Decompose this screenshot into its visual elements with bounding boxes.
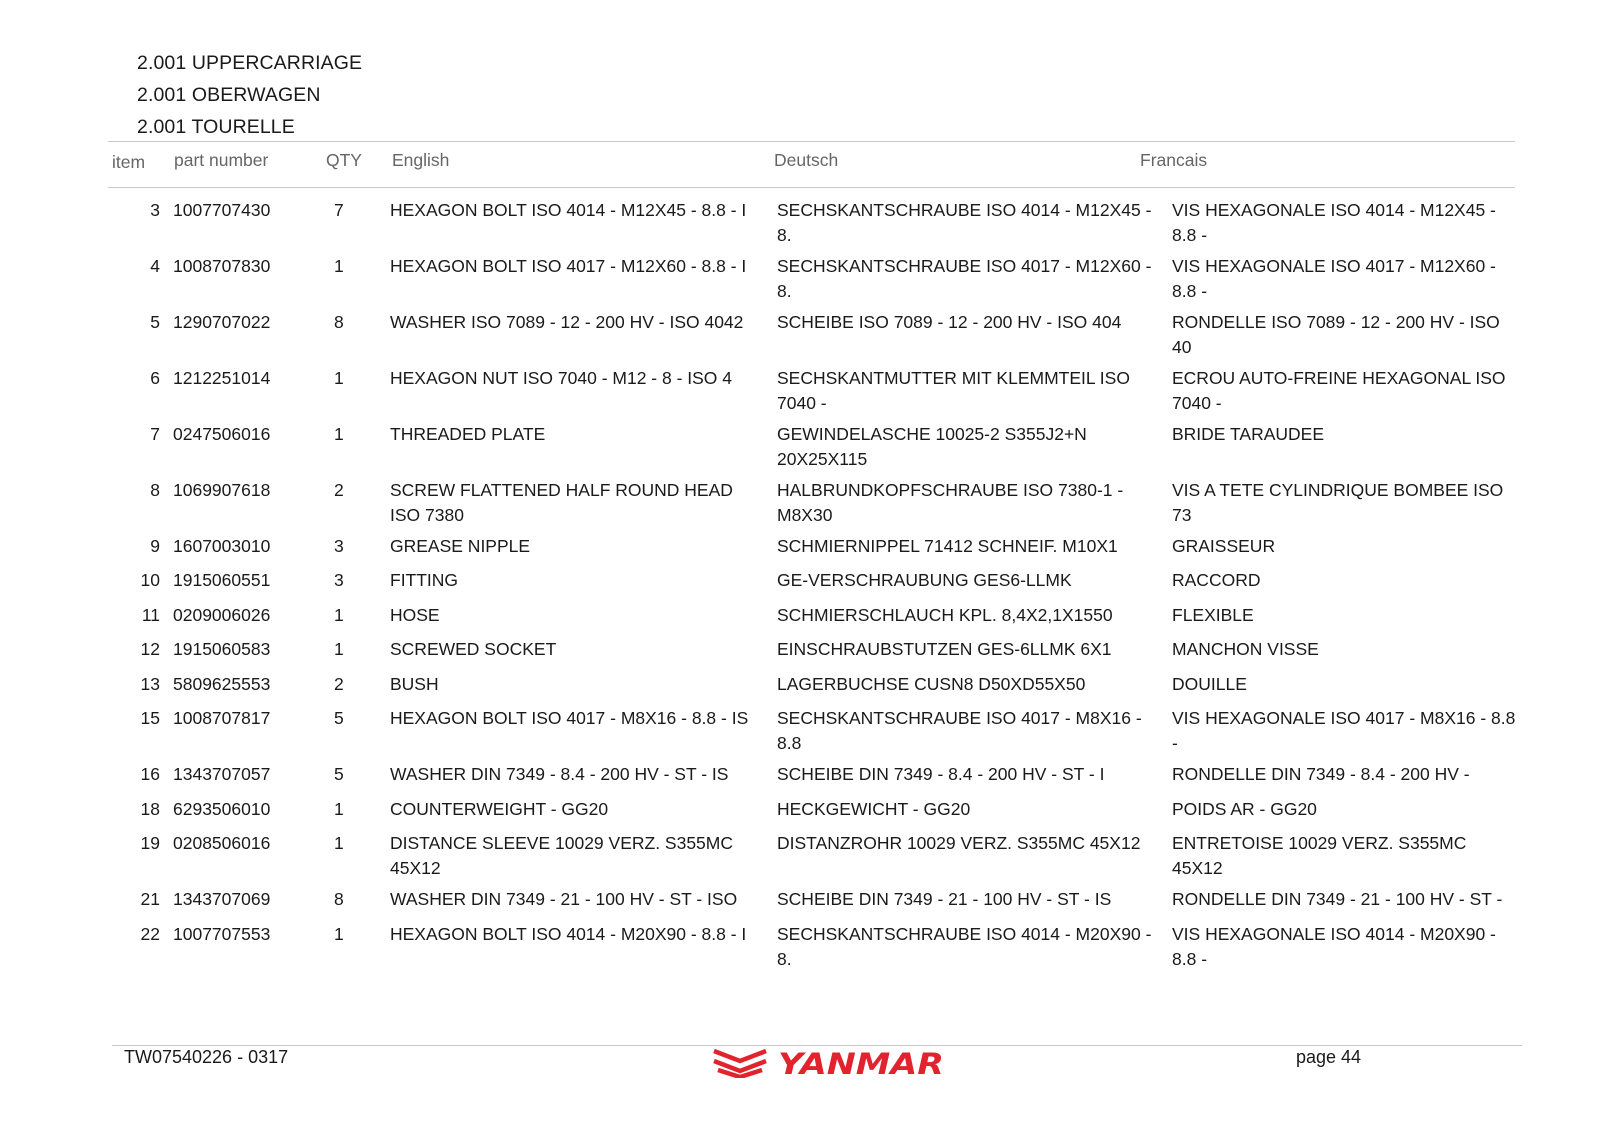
cell-francais: GRAISSEUR xyxy=(1172,536,1276,556)
cell-english: WASHER DIN 7349 - 8.4 - 200 HV - ST - IS xyxy=(390,764,729,784)
logo-chevron-icon xyxy=(714,1051,766,1077)
cell-part-number: 5809625553 xyxy=(173,674,271,694)
cell-qty: 1 xyxy=(334,424,344,444)
cell-qty: 1 xyxy=(334,924,344,944)
cell-deutsch: SECHSKANTSCHRAUBE ISO 4014 - M20X90 - 8. xyxy=(777,924,1152,969)
cell-francais: RONDELLE DIN 7349 - 21 - 100 HV - ST - xyxy=(1172,889,1503,909)
cell-item: 13 xyxy=(140,674,160,694)
cell-item: 9 xyxy=(150,536,160,556)
cell-francais: POIDS AR - GG20 xyxy=(1172,799,1317,819)
cell-english: COUNTERWEIGHT - GG20 xyxy=(390,799,609,819)
cell-deutsch: SCHMIERSCHLAUCH KPL. 8,4X2,1X1550 xyxy=(777,605,1113,625)
cell-part-number: 1212251014 xyxy=(173,368,271,388)
yanmar-logo xyxy=(712,1046,952,1078)
cell-deutsch: GEWINDELASCHE 10025-2 S355J2+N 20X25X115 xyxy=(777,424,1087,469)
cell-part-number: 1007707553 xyxy=(173,924,271,944)
table-row xyxy=(0,478,1601,534)
title-german: 2.001 OBERWAGEN xyxy=(137,84,321,106)
header-bottom-rule xyxy=(108,187,1515,188)
section-titles xyxy=(137,50,362,146)
cell-item: 18 xyxy=(140,799,160,819)
cell-item: 8 xyxy=(150,480,160,500)
cell-francais: FLEXIBLE xyxy=(1172,605,1254,625)
cell-qty: 1 xyxy=(334,799,344,819)
cell-item: 10 xyxy=(140,570,160,590)
cell-deutsch: HALBRUNDKOPFSCHRAUBE ISO 7380-1 - M8X30 xyxy=(777,480,1124,525)
cell-deutsch: SECHSKANTMUTTER MIT KLEMMTEIL ISO 7040 - xyxy=(777,368,1130,413)
header-item: item xyxy=(112,152,146,172)
cell-english: HEXAGON BOLT ISO 4017 - M8X16 - 8.8 - IS xyxy=(390,708,749,728)
cell-francais: VIS HEXAGONALE ISO 4014 - M12X45 - 8.8 - xyxy=(1172,200,1496,245)
table-row xyxy=(0,887,1601,922)
cell-qty: 3 xyxy=(334,536,344,556)
cell-qty: 1 xyxy=(334,833,344,853)
cell-item: 5 xyxy=(150,312,160,332)
cell-english: WASHER ISO 7089 - 12 - 200 HV - ISO 4042 xyxy=(390,312,744,332)
cell-item: 15 xyxy=(140,708,160,728)
header-top-rule xyxy=(108,141,1515,142)
cell-part-number: 1069907618 xyxy=(173,480,271,500)
table-row xyxy=(0,310,1601,366)
cell-english: THREADED PLATE xyxy=(390,424,546,444)
cell-deutsch: GE-VERSCHRAUBUNG GES6-LLMK xyxy=(777,570,1072,590)
cell-francais: VIS A TETE CYLINDRIQUE BOMBEE ISO 73 xyxy=(1172,480,1504,525)
cell-deutsch: SCHEIBE DIN 7349 - 21 - 100 HV - ST - IS xyxy=(777,889,1112,909)
table-row xyxy=(0,831,1601,887)
table-row xyxy=(0,637,1601,672)
cell-english: HEXAGON NUT ISO 7040 - M12 - 8 - ISO 4 xyxy=(390,368,733,388)
cell-qty: 8 xyxy=(334,312,344,332)
cell-francais: RACCORD xyxy=(1172,570,1261,590)
cell-deutsch: EINSCHRAUBSTUTZEN GES-6LLMK 6X1 xyxy=(777,639,1112,659)
table-row xyxy=(0,254,1601,310)
table-row xyxy=(0,422,1601,478)
cell-english: WASHER DIN 7349 - 21 - 100 HV - ST - ISO xyxy=(390,889,738,909)
cell-deutsch: SCHEIBE ISO 7089 - 12 - 200 HV - ISO 404 xyxy=(777,312,1122,332)
cell-part-number: 1915060551 xyxy=(173,570,271,590)
parts-table xyxy=(0,198,1601,978)
cell-part-number: 1343707069 xyxy=(173,889,271,909)
cell-item: 4 xyxy=(150,256,160,276)
cell-item: 3 xyxy=(150,200,160,220)
cell-francais: RONDELLE ISO 7089 - 12 - 200 HV - ISO 40 xyxy=(1172,312,1500,357)
table-row xyxy=(0,706,1601,762)
table-row xyxy=(0,797,1601,831)
cell-qty: 1 xyxy=(334,605,344,625)
cell-part-number: 6293506010 xyxy=(173,799,271,819)
cell-english: HEXAGON BOLT ISO 4014 - M12X45 - 8.8 - I xyxy=(390,200,747,220)
cell-deutsch: SCHEIBE DIN 7349 - 8.4 - 200 HV - ST - I xyxy=(777,764,1105,784)
title-english: 2.001 UPPERCARRIAGE xyxy=(137,52,363,74)
header-part-number: part number xyxy=(174,150,269,170)
cell-qty: 7 xyxy=(334,200,344,220)
table-row xyxy=(0,568,1601,603)
cell-qty: 8 xyxy=(334,889,344,909)
cell-english: SCREW FLATTENED HALF ROUND HEAD ISO 7380 xyxy=(390,480,733,525)
cell-qty: 1 xyxy=(334,256,344,276)
cell-qty: 1 xyxy=(334,368,344,388)
cell-francais: BRIDE TARAUDEE xyxy=(1172,424,1325,444)
cell-francais: VIS HEXAGONALE ISO 4017 - M12X60 - 8.8 - xyxy=(1172,256,1496,301)
cell-english: FITTING xyxy=(390,570,459,590)
table-row xyxy=(0,198,1601,254)
cell-deutsch: SECHSKANTSCHRAUBE ISO 4017 - M8X16 - 8.8 xyxy=(777,708,1142,753)
cell-part-number: 1290707022 xyxy=(173,312,271,332)
table-row xyxy=(0,603,1601,637)
cell-item: 6 xyxy=(150,368,160,388)
cell-francais: DOUILLE xyxy=(1172,674,1247,694)
cell-deutsch: DISTANZROHR 10029 VERZ. S355MC 45X12 xyxy=(777,833,1141,853)
cell-francais: VIS HEXAGONALE ISO 4017 - M8X16 - 8.8 - xyxy=(1172,708,1516,753)
cell-item: 16 xyxy=(140,764,160,784)
table-row xyxy=(0,762,1601,797)
cell-deutsch: SCHMIERNIPPEL 71412 SCHNEIF. M10X1 xyxy=(777,536,1118,556)
document-id: TW07540226 - 0317 xyxy=(124,1047,289,1067)
cell-deutsch: SECHSKANTSCHRAUBE ISO 4017 - M12X60 - 8. xyxy=(777,256,1152,301)
page-number: page 44 xyxy=(1296,1047,1362,1067)
cell-qty: 3 xyxy=(334,570,344,590)
cell-english: DISTANCE SLEEVE 10029 VERZ. S355MC 45X12 xyxy=(390,833,734,878)
cell-item: 19 xyxy=(140,833,160,853)
header-deutsch: Deutsch xyxy=(774,150,839,170)
cell-francais: VIS HEXAGONALE ISO 4014 - M20X90 - 8.8 - xyxy=(1172,924,1496,969)
cell-part-number: 1008707817 xyxy=(173,708,271,728)
header-qty: QTY xyxy=(326,150,362,170)
cell-qty: 5 xyxy=(334,708,344,728)
cell-francais: MANCHON VISSE xyxy=(1172,639,1319,659)
cell-deutsch: LAGERBUCHSE CUSN8 D50XD55X50 xyxy=(777,674,1086,694)
table-row xyxy=(0,672,1601,706)
cell-francais: RONDELLE DIN 7349 - 8.4 - 200 HV - xyxy=(1172,764,1470,784)
logo-wordmark: YANMAR xyxy=(778,1047,944,1078)
cell-francais: ECROU AUTO-FREINE HEXAGONAL ISO 7040 - xyxy=(1172,368,1506,413)
cell-item: 12 xyxy=(140,639,160,659)
cell-english: GREASE NIPPLE xyxy=(390,536,531,556)
cell-part-number: 1008707830 xyxy=(173,256,271,276)
cell-item: 22 xyxy=(140,924,160,944)
cell-francais: ENTRETOISE 10029 VERZ. S355MC 45X12 xyxy=(1172,833,1467,878)
table-row xyxy=(0,534,1601,568)
cell-english: HEXAGON BOLT ISO 4017 - M12X60 - 8.8 - I xyxy=(390,256,747,276)
cell-deutsch: HECKGEWICHT - GG20 xyxy=(777,799,971,819)
cell-part-number: 1915060583 xyxy=(173,639,271,659)
cell-qty: 2 xyxy=(334,674,344,694)
cell-part-number: 1343707057 xyxy=(173,764,271,784)
cell-part-number: 0208506016 xyxy=(173,833,271,853)
cell-qty: 1 xyxy=(334,639,344,659)
cell-qty: 5 xyxy=(334,764,344,784)
table-row xyxy=(0,366,1601,422)
title-french: 2.001 TOURELLE xyxy=(137,116,295,138)
cell-english: HEXAGON BOLT ISO 4014 - M20X90 - 8.8 - I xyxy=(390,924,747,944)
table-row xyxy=(0,922,1601,978)
cell-english: HOSE xyxy=(390,605,440,625)
cell-qty: 2 xyxy=(334,480,344,500)
cell-english: BUSH xyxy=(390,674,439,694)
cell-part-number: 1607003010 xyxy=(173,536,271,556)
cell-deutsch: SECHSKANTSCHRAUBE ISO 4014 - M12X45 - 8. xyxy=(777,200,1152,245)
header-english: English xyxy=(392,150,450,170)
cell-item: 7 xyxy=(150,424,160,444)
cell-item: 21 xyxy=(140,889,160,909)
cell-part-number: 0209006026 xyxy=(173,605,271,625)
cell-part-number: 0247506016 xyxy=(173,424,271,444)
cell-item: 11 xyxy=(141,605,160,625)
cell-english: SCREWED SOCKET xyxy=(390,639,557,659)
header-francais: Francais xyxy=(1140,150,1208,170)
cell-part-number: 1007707430 xyxy=(173,200,271,220)
